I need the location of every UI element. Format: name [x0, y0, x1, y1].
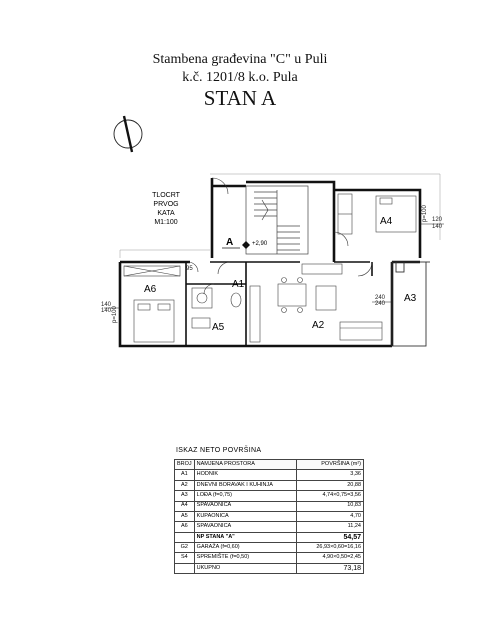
total-area: 73,18 [297, 563, 364, 573]
row-no: A6 [175, 522, 195, 532]
total-row [175, 563, 364, 573]
subtotal-row [175, 532, 364, 542]
elevation-label: +2,90 [252, 241, 268, 247]
row-area: 4,70 [297, 511, 364, 521]
area-table [174, 459, 364, 574]
row-area: 4,90×0,50=2,45 [297, 553, 364, 563]
row-no: A2 [175, 480, 195, 490]
title-parcel: k.č. 1201/8 k.o. Pula [182, 70, 298, 85]
room-label-a1: A1 [232, 279, 245, 290]
interior-walls [186, 262, 372, 346]
room-label-a2: A2 [312, 320, 325, 331]
table-row [175, 491, 364, 501]
subtotal-no [175, 532, 195, 542]
room-label-a5: A5 [212, 322, 225, 333]
caption-line-3: KATA [157, 210, 175, 217]
dim-140-b: 140 [101, 308, 112, 314]
bedroom-a6-furniture [124, 266, 180, 342]
header-no: BROJ [175, 460, 195, 470]
entry-label: A [226, 237, 234, 248]
row-name: HODNIK [194, 470, 296, 480]
row-name: GARAŽA (f=0,60) [194, 543, 296, 553]
dim-240-b: 240 [375, 301, 386, 307]
row-area: 4,74×0,75=3,56 [297, 491, 364, 501]
dim-140-c: 140 [432, 224, 443, 230]
row-name: KUPAONICA [194, 511, 296, 521]
row-no: S4 [175, 553, 195, 563]
row-area: 11,24 [297, 522, 364, 532]
row-name: SPAVAONICA [194, 522, 296, 532]
row-area: 3,36 [297, 470, 364, 480]
header-area: POVRŠINA (m²) [297, 460, 364, 470]
table-caption: ISKAZ NETO POVRŠINA [176, 447, 262, 454]
row-no: A3 [175, 491, 195, 501]
subtotal-name: NP STANA "A" [194, 532, 296, 542]
row-no: A4 [175, 501, 195, 511]
table-row [175, 501, 364, 511]
dim-p100-b: p=100 [422, 205, 428, 222]
dim-95: 95 [186, 266, 193, 272]
bedroom-a4-furniture [338, 194, 416, 234]
title-apartment: STAN A [203, 86, 277, 110]
table-row [175, 522, 364, 532]
dim-140-a: 140 [101, 302, 112, 308]
row-area: 26,93×0,60=16,16 [297, 543, 364, 553]
row-area: 20,88 [297, 480, 364, 490]
row-no: G2 [175, 543, 195, 553]
row-name: SPREMIŠTE (f=0,50) [194, 553, 296, 563]
row-name: SPAVAONICA [194, 501, 296, 511]
table-row [175, 470, 364, 480]
table-row [175, 511, 364, 521]
dim-p100-a: p=100 [112, 306, 118, 323]
table-row [175, 480, 364, 490]
row-area: 10,83 [297, 501, 364, 511]
room-labels [144, 216, 417, 333]
row-no: A1 [175, 470, 195, 480]
room-label-a4: A4 [380, 216, 393, 227]
caption-line-2: PRVOG [153, 201, 179, 208]
loggia [392, 262, 430, 346]
table-header-row [175, 460, 364, 470]
dim-120: 120 [432, 217, 443, 223]
room-label-a3: A3 [404, 293, 417, 304]
table-row [175, 543, 364, 553]
total-no [175, 563, 195, 573]
subtotal-area: 54,57 [297, 532, 364, 542]
title-building: Stambena građevina "C" u Puli [152, 52, 328, 67]
caption-line-1: TLOCRT [152, 192, 180, 199]
dim-240-a: 240 [375, 295, 386, 301]
header-name: NAMJENA PROSTORA [194, 460, 296, 470]
room-label-a6: A6 [144, 284, 157, 295]
caption-line-4: M1:100 [154, 219, 178, 226]
table-row [175, 553, 364, 563]
row-no: A5 [175, 511, 195, 521]
doors [188, 178, 372, 294]
plan-caption [152, 192, 181, 226]
row-name: LOĐA (f=0,75) [194, 491, 296, 501]
total-name: UKUPNO [194, 563, 296, 573]
row-name: DNEVNI BORAVAK I KUHINJA [194, 480, 296, 490]
